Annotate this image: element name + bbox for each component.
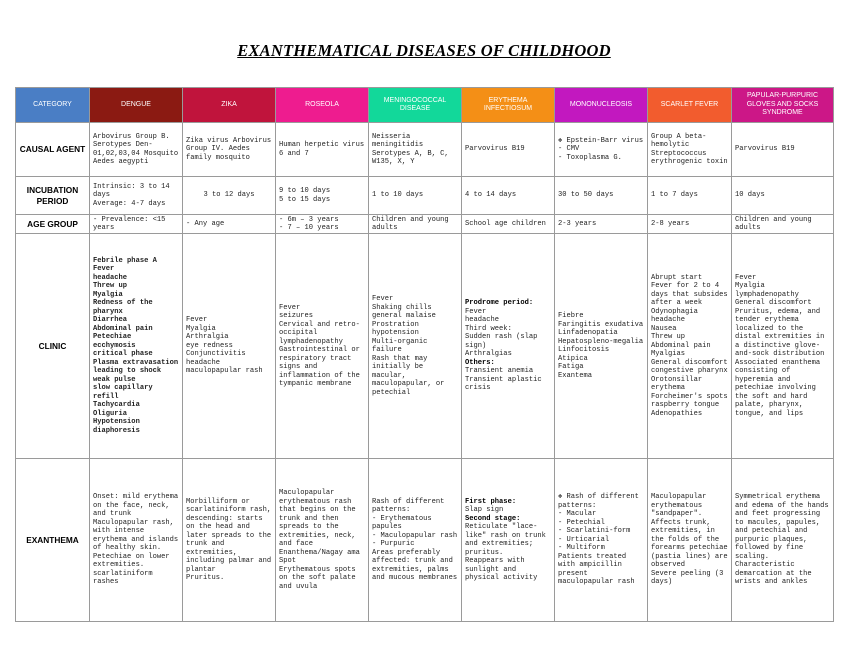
page-title: EXANTHEMATICAL DISEASES OF CHILDHOOD [237, 41, 611, 60]
cell-scarlet: 1 to 7 days [648, 177, 732, 215]
cell-dengue: Intrinsic: 3 to 14 days Average: 4-7 days [90, 177, 183, 215]
erythema-second-stage-heading: Second stage: [465, 514, 521, 523]
cell-mononucleosis: ❖ Epstein-Barr virus - CMV - Toxoplasma G. [555, 123, 648, 177]
row-label: INCUBATION PERIOD [16, 177, 90, 215]
cell-zika: Zika virus Arbovirus Group IV. Aedes family mosquito [183, 123, 276, 177]
cell-dengue: Arbovirus Group B. Serotypes Den-01,02,03,04 Mosquito Aedes aegypti [90, 123, 183, 177]
cell-papular: Parvovirus B19 [732, 123, 834, 177]
cell-roseola: Fever seizures Cervical and retro-occipital lymphadenopathy Gastrointestinal or respiratory tract signs and inflammation of the tympanic membrane [276, 234, 369, 459]
header-zika: ZIKA [183, 88, 276, 123]
row-label: AGE GROUP [16, 215, 90, 234]
cell-mononucleosis: 2-3 years [555, 215, 648, 234]
erythema-others-text: Transient anemia Transient aplastic crisis [465, 367, 542, 393]
erythema-second-stage-text: Reticulate "lace-like" rash on trunk and extremities; pruritus. Reappears with sunlight and physical activity [465, 523, 546, 582]
cell-meningococcal: Fever Shaking chills general malaise Prostration hypotension Multi-organic failure Rash that may initially be macular, maculopapular, or petechial [369, 234, 462, 459]
cell-mononucleosis: Fiebre Faringitis exudativa Linfadenopatia Hepatospleno-megalia Linfocitosis Atipica Fatiga Exantema [555, 234, 648, 459]
cell-zika: 3 to 12 days [183, 177, 276, 215]
cell-papular: Fever Myalgia lymphadenopathy General discomfort Pruritus, edema, and tender erythema localized to the distal extremities in a distinctive glove-and-sock distribution Associated enanthema consisting of hyperemia and petechiae involving the soft and hard palate, pharynx, tongue, and lips [732, 234, 834, 459]
erythema-first-phase-heading: First phase: [465, 497, 517, 506]
cell-erythema [462, 459, 555, 622]
erythema-others-heading: Others: [465, 358, 495, 367]
cell-mononucleosis: ❖ Rash of different patterns: - Macular - Petechial - Scarlatini-form - Urticarial - Multiform Patients treated with ampicillin present maculopapular rash [555, 459, 648, 622]
erythema-prodrome-heading: Prodrome period: [465, 299, 534, 308]
row-age-group [16, 215, 834, 234]
diseases-table [15, 87, 834, 622]
row-label: CLINIC [16, 234, 90, 459]
cell-papular: 10 days [732, 177, 834, 215]
row-clinic [16, 234, 834, 459]
cell-zika: Fever Myalgia Arthralgia eye redness Conjunctivitis headache maculopapular rash [183, 234, 276, 459]
cell-meningococcal: Rash of different patterns: - Erythematous papules - Maculopapular rash - Purpuric Areas preferably affected: trunk and extremities, palms and mucous membranes [369, 459, 462, 622]
cell-erythema: 4 to 14 days [462, 177, 555, 215]
cell-erythema: Parvovirus B19 [462, 123, 555, 177]
cell-scarlet: 2-8 years [648, 215, 732, 234]
cell-dengue: Febrile phase A Fever headache Threw up Myalgia Redness of the pharynx Diarrhea Abdominal pain Petechiae ecchymosis critical phase Plasma extravasation leading to shock weak pulse slow capillary refill Tachycardia Oliguria Hypotension diaphoresis [90, 234, 183, 459]
cell-roseola: 9 to 10 days 5 to 15 days [276, 177, 369, 215]
cell-roseola: Human herpetic virus 6 and 7 [276, 123, 369, 177]
row-label: EXANTHEMA [16, 459, 90, 622]
row-incubation-period [16, 177, 834, 215]
header-erythema: ERYTHEMA INFECTIOSUM [462, 88, 555, 123]
cell-scarlet: Group A beta-hemolytic Streptococcus erythrogenic toxin [648, 123, 732, 177]
erythema-prodrome-text: Fever headache Third week: Sudden rash (slap sign) Arthralgias [465, 307, 538, 359]
header-scarlet: SCARLET FEVER [648, 88, 732, 123]
cell-roseola: - 6m – 3 years - 7 – 10 years [276, 215, 369, 234]
header-mononucleosis: MONONUCLEOSIS [555, 88, 648, 123]
cell-erythema: School age children [462, 215, 555, 234]
cell-papular: Children and young adults [732, 215, 834, 234]
cell-zika: - Any age [183, 215, 276, 234]
cell-papular: Symmetrical erythema and edema of the hands and feet progressing to macules, papules, and petechial and purpuric plaques, followed by fine scaling. Characteristic demarcation at the wrists and ankles [732, 459, 834, 622]
header-papular: PAPULAR-PURPURIC GLOVES AND SOCKS SYNDROME [732, 88, 834, 123]
header-row [16, 88, 834, 123]
erythema-first-phase-text: Slap sign [465, 506, 504, 514]
cell-mononucleosis: 30 to 50 days [555, 177, 648, 215]
row-label: CAUSAL AGENT [16, 123, 90, 177]
cell-erythema [462, 234, 555, 459]
cell-meningococcal: Neisseria meningitidis Serotypes A, B, C, W135, X, Y [369, 123, 462, 177]
cell-meningococcal: Children and young adults [369, 215, 462, 234]
header-category: CATEGORY [16, 88, 90, 123]
cell-dengue: - Prevalence: <15 years [90, 215, 183, 234]
header-dengue: DENGUE [90, 88, 183, 123]
cell-zika: Morbilliform or scarlatiniform rash, descending: starts on the head and later spreads to the trunk and extremities, including palmar and plantar Pruritus. [183, 459, 276, 622]
cell-roseola: Maculopapular erythematous rash that begins on the trunk and then spreads to the extremities, neck, and face Enanthema/Nagay ama Spot Erythematous spots on the soft palate and uvula [276, 459, 369, 622]
header-meningococcal: MENINGOCOCCAL DISEASE [369, 88, 462, 123]
row-exanthema [16, 459, 834, 622]
cell-meningococcal: 1 to 10 days [369, 177, 462, 215]
header-roseola: ROSEOLA [276, 88, 369, 123]
cell-scarlet: Abrupt start Fever for 2 to 4 days that subsides after a week Odynophagia headache Nausea Threw up Abdominal pain Myalgias General discomfort congestive pharynx Orotonsillar erythema Forcheimer's spots raspberry tongue Adenopathies [648, 234, 732, 459]
cell-scarlet: Maculopapular erythematous "sandpaper". Affects trunk, extremities, in the folds of the forearms petechiae (pastia lines) are observed Severe peeling (3 days) [648, 459, 732, 622]
cell-dengue: Onset: mild erythema on the face, neck, and trunk Maculopapular rash, with intense erythema and islands of healthy skin. Petechiae on lower extremities. scarlatiniform rashes [90, 459, 183, 622]
row-causal-agent [16, 123, 834, 177]
